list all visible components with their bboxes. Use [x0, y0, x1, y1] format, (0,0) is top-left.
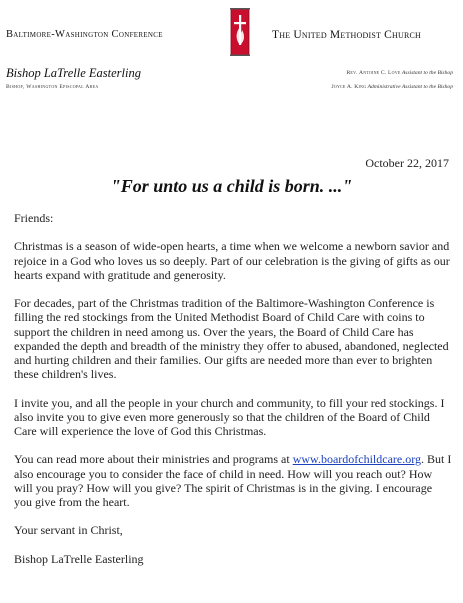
- closing: Your servant in Christ,: [14, 523, 123, 538]
- headline: "For unto us a child is born. ...": [110, 176, 353, 196]
- paragraph-3: I invite you, and all the people in your church and community, to fill your red stockings. I also invite you to give even more generously so that the children of the Board of Child Care will experience the love of God this Christmas.: [14, 395, 445, 438]
- paragraph-2: For decades, part of the Christmas tradition of the Baltimore-Washington Conference is filling the red stockings from the United Methodist Board of Child Care with coins to support the children in need among us. Over the years, the Board of Child Care has expanded the depth and breadth of the ministry they offer to abused, abandoned, neglected and hurting children and their families. Our gifts are needed more than ever to brighten these children's lives.: [14, 296, 449, 382]
- letter-body: [14, 211, 452, 580]
- conference-title: Baltimore-Washington Conference: [6, 29, 163, 40]
- paragraph-4-text-b: . But I also encourage you to consider the face of child in need. How will you reach out? How will you pray? How will you give? The spirit of Christmas is in the giving. I encourage you give from the heart.: [14, 452, 452, 509]
- assistant2-name: Joyce A. King: [331, 84, 367, 90]
- assistant-line-1: [347, 70, 454, 76]
- assistant-line-2: [331, 84, 453, 90]
- assistant1-role: Assistant to the Bishop: [401, 70, 453, 76]
- church-title: The United Methodist Church: [272, 29, 422, 41]
- salutation: Friends:: [14, 211, 54, 225]
- assistant1-name: Rev. Antoine C. Love: [346, 70, 401, 76]
- letter-date: October 22, 2017: [365, 156, 449, 170]
- paragraph-1: Christmas is a season of wide-open hearts, a time when we welcome a newborn savior and rejoice in a God who loves us so deeply. Part of our celebration is the giving of gifts as our hearts expand with gratitude and generosity.: [14, 239, 450, 282]
- signature: Bishop LaTrelle Easterling: [14, 551, 144, 566]
- assistant2-role: Administrative Assistant to the Bishop: [367, 84, 453, 90]
- bishop-area: Bishop, Washington Episcopal Area: [6, 84, 99, 90]
- cross-and-flame-icon: [223, 5, 257, 61]
- paragraph-4: [14, 452, 452, 509]
- paragraph-4-text-a: You can read more about their ministries and programs at: [14, 452, 293, 467]
- board-of-child-care-link[interactable]: www.boardofchildcare.org: [292, 452, 422, 467]
- bishop-name: Bishop LaTrelle Easterling: [6, 66, 141, 80]
